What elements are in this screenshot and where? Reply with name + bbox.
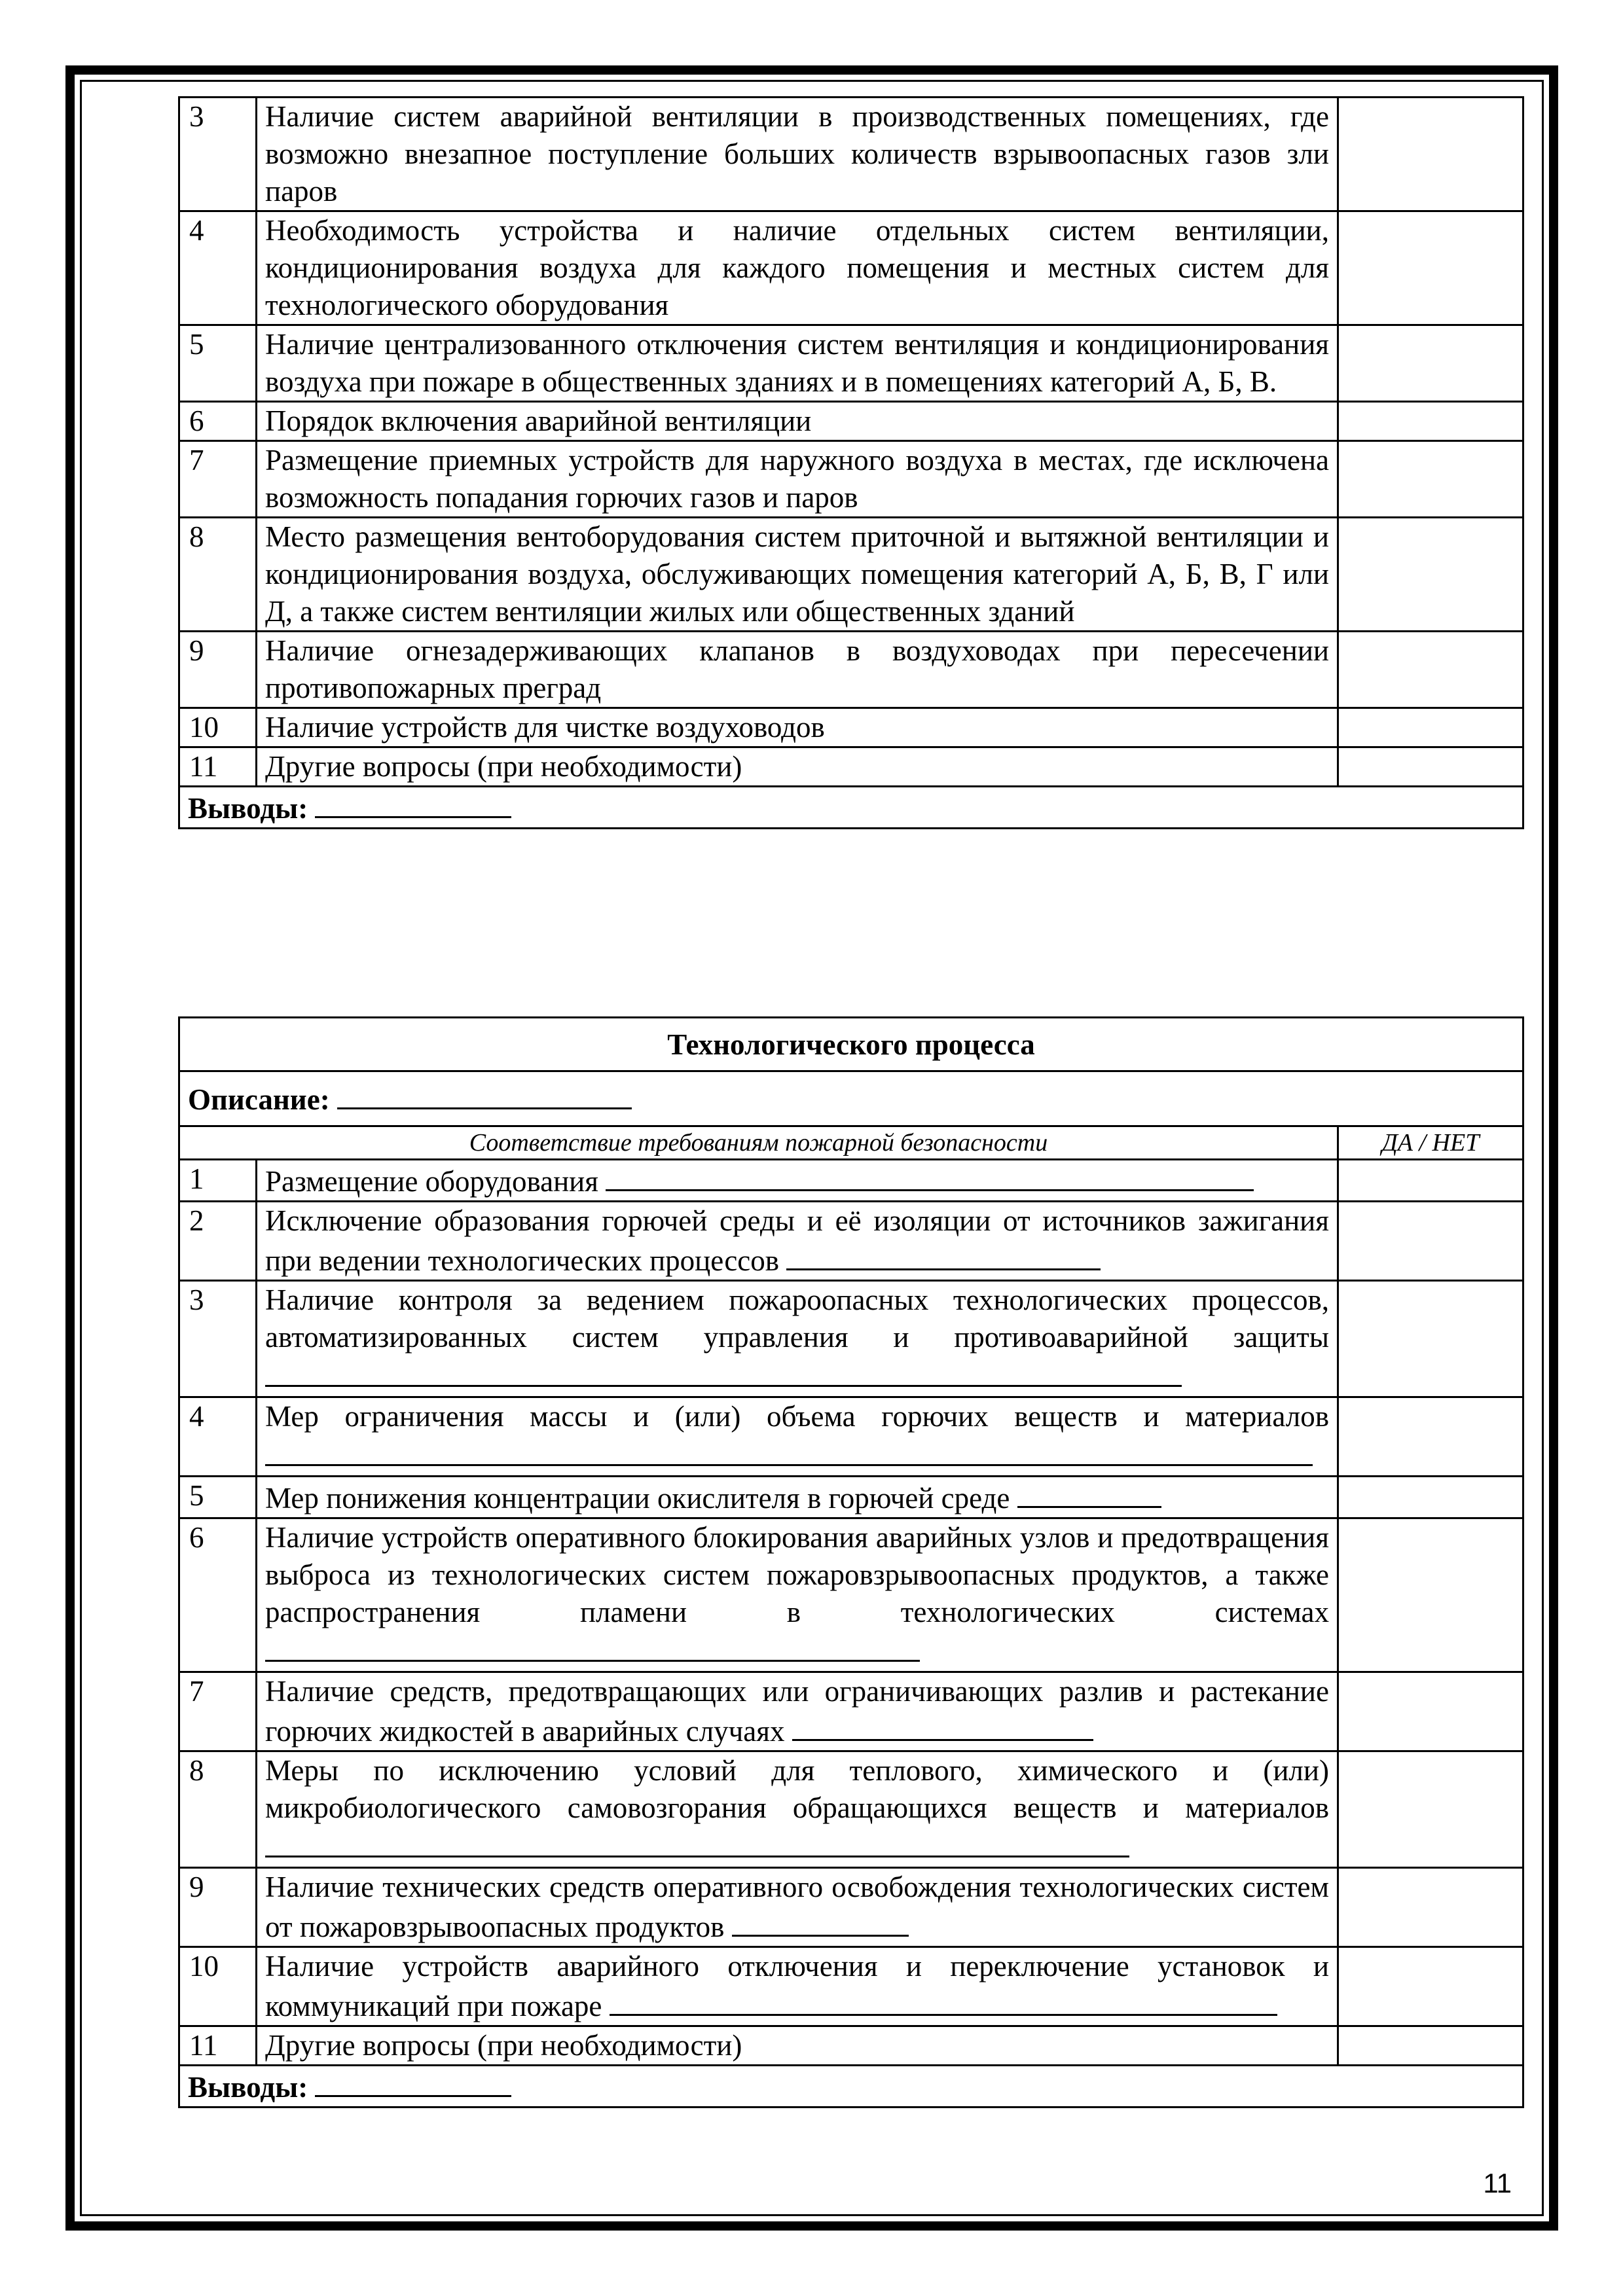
table-row	[179, 1518, 1523, 1672]
answer-cell[interactable]	[1338, 1202, 1523, 1281]
row-number: 5	[179, 1477, 257, 1518]
row-text: Другие вопросы (при необходимости)	[257, 747, 1338, 787]
conclusion-blank[interactable]	[315, 787, 511, 818]
conclusion-row	[179, 787, 1523, 829]
row-text-cell	[257, 1160, 1338, 1202]
answer-cell[interactable]	[1338, 98, 1523, 211]
table-row	[179, 747, 1523, 787]
conclusion-cell	[179, 787, 1523, 829]
answer-blank[interactable]	[606, 1160, 1254, 1191]
row-number: 6	[179, 1518, 257, 1672]
answer-blank[interactable]	[792, 1710, 1093, 1741]
answer-blank[interactable]	[732, 1906, 909, 1937]
answer-cell[interactable]	[1338, 325, 1523, 402]
answer-cell[interactable]	[1338, 1751, 1523, 1868]
answer-cell[interactable]	[1338, 1947, 1523, 2026]
answer-cell[interactable]	[1338, 402, 1523, 441]
answer-cell[interactable]	[1338, 1477, 1523, 1518]
answer-cell[interactable]	[1338, 708, 1523, 747]
conclusion-label: Выводы:	[188, 792, 308, 825]
answer-cell[interactable]	[1338, 441, 1523, 518]
page-number: 11	[1483, 2168, 1512, 2198]
row-text: Наличие устройств оперативного блокирования аварийных узлов и предотвращения выброса из технологических систем пожаровзрывоопасных продуктов, а также распространения пламени в технологических системах	[265, 1521, 1329, 1628]
answer-cell[interactable]	[1338, 1518, 1523, 1672]
row-number: 11	[179, 747, 257, 787]
answer-blank[interactable]	[265, 1435, 1313, 1466]
answer-blank[interactable]	[610, 1985, 1277, 2016]
table-row	[179, 98, 1523, 211]
table-row	[179, 1281, 1523, 1397]
table-row	[179, 1868, 1523, 1947]
table-row	[179, 1202, 1523, 1281]
table-row	[179, 1751, 1523, 1868]
process-checklist-table	[178, 1016, 1524, 2108]
row-text-cell	[257, 1202, 1338, 1281]
row-number: 8	[179, 1751, 257, 1868]
answer-cell[interactable]	[1338, 2026, 1523, 2066]
answer-blank[interactable]	[786, 1240, 1101, 1270]
conclusion-row	[179, 2066, 1523, 2108]
answer-header: ДА / НЕТ	[1338, 1126, 1523, 1160]
row-number: 10	[179, 708, 257, 747]
row-text: Наличие средств, предотвращающих или ограничивающих разлив и растекание горючих жидкостей в аварийных случаях	[265, 1675, 1329, 1748]
answer-cell[interactable]	[1338, 518, 1523, 632]
header-row	[179, 1126, 1523, 1160]
row-text: Мер понижения концентрации окислителя в горючей среде	[265, 1482, 1010, 1515]
row-number: 11	[179, 2026, 257, 2066]
answer-cell[interactable]	[1338, 632, 1523, 708]
row-text: Исключение образования горючей среды и её изоляции от источников зажигания при ведении технологических процессов	[265, 1204, 1329, 1277]
description-cell	[179, 1071, 1523, 1126]
row-text: Мер ограничения массы и (или) объема горючих веществ и материалов	[265, 1400, 1329, 1433]
table-row	[179, 1160, 1523, 1202]
description-blank[interactable]	[337, 1079, 632, 1109]
row-number: 7	[179, 1672, 257, 1751]
row-number: 5	[179, 325, 257, 402]
row-number: 10	[179, 1947, 257, 2026]
answer-cell[interactable]	[1338, 1397, 1523, 1477]
table-row	[179, 402, 1523, 441]
row-number: 4	[179, 1397, 257, 1477]
row-text: Место размещения вентоборудования систем приточной и вытяжной вентиляции и кондиционирования воздуха, обслуживающих помещения категорий А, Б, В, Г или Д, а также систем вентиляции жилых или общественных зданий	[257, 518, 1338, 632]
row-text: Размещение оборудования	[265, 1165, 598, 1198]
answer-cell[interactable]	[1338, 1868, 1523, 1947]
criteria-header: Соответствие требованиям пожарной безопасности	[179, 1126, 1338, 1160]
table-row	[179, 708, 1523, 747]
row-text: Размещение приемных устройств для наружного воздуха в местах, где исключена возможность попадания горючих газов и паров	[257, 441, 1338, 518]
table-row	[179, 518, 1523, 632]
table-row	[179, 1477, 1523, 1518]
row-number: 1	[179, 1160, 257, 1202]
row-text-cell	[257, 1477, 1338, 1518]
row-number: 4	[179, 211, 257, 325]
row-number: 2	[179, 1202, 257, 1281]
answer-blank[interactable]	[265, 1827, 1129, 1857]
title-row	[179, 1018, 1523, 1071]
row-text: Порядок включения аварийной вентиляции	[257, 402, 1338, 441]
row-text-cell	[257, 1947, 1338, 2026]
description-label: Описание:	[188, 1083, 330, 1116]
conclusion-blank[interactable]	[315, 2066, 511, 2097]
answer-cell[interactable]	[1338, 1281, 1523, 1397]
row-number: 3	[179, 1281, 257, 1397]
answer-blank[interactable]	[265, 1631, 920, 1662]
row-text-cell	[257, 1672, 1338, 1751]
row-number: 3	[179, 98, 257, 211]
row-number: 8	[179, 518, 257, 632]
conclusion-cell	[179, 2066, 1523, 2108]
row-number: 9	[179, 632, 257, 708]
table-row	[179, 1947, 1523, 2026]
row-text-cell	[257, 1518, 1338, 1672]
row-text: Наличие устройств для чистке воздуховодов	[257, 708, 1338, 747]
row-number: 7	[179, 441, 257, 518]
row-text: Наличие технических средств оперативного освобождения технологических систем от пожаровзрывоопасных продуктов	[265, 1871, 1329, 1943]
row-text: Наличие централизованного отключения систем вентиляция и кондиционирования воздуха при пожаре в общественных зданиях и в помещениях категорий А, Б, В.	[257, 325, 1338, 402]
row-text: Наличие огнезадерживающих клапанов в воздуховодах при пересечении противопожарных преград	[257, 632, 1338, 708]
answer-cell[interactable]	[1338, 1672, 1523, 1751]
table-row	[179, 325, 1523, 402]
row-text: Необходимость устройства и наличие отдельных систем вентиляции, кондиционирования воздуха для каждого помещения и местных систем для технологического оборудования	[257, 211, 1338, 325]
table-row	[179, 441, 1523, 518]
table-row	[179, 211, 1523, 325]
row-text: Меры по исключению условий для теплового, химического и (или) микробиологического самовозгорания обращающихся веществ и материалов	[265, 1754, 1329, 1824]
row-number: 9	[179, 1868, 257, 1947]
row-text: Наличие контроля за ведением пожароопасных технологических процессов, автоматизированных систем управления и противоаварийной защиты	[265, 1283, 1329, 1354]
answer-blank[interactable]	[1017, 1477, 1161, 1508]
row-number: 6	[179, 402, 257, 441]
row-text-cell	[257, 1397, 1338, 1477]
row-text-cell	[257, 1868, 1338, 1947]
conclusion-label: Выводы:	[188, 2071, 308, 2104]
table-row	[179, 2026, 1523, 2066]
row-text: Наличие устройств аварийного отключения и переключение установок и коммуникаций при пожаре	[265, 1950, 1329, 2022]
section-title: Технологического процесса	[179, 1018, 1523, 1071]
table-row	[179, 632, 1523, 708]
table-row	[179, 1672, 1523, 1751]
row-text-cell	[257, 1751, 1338, 1868]
row-text: Наличие систем аварийной вентиляции в производственных помещениях, где возможно внезапное поступление больших количеств взрывоопасных газов зли паров	[257, 98, 1338, 211]
answer-cell[interactable]	[1338, 1160, 1523, 1202]
answer-blank[interactable]	[265, 1356, 1182, 1387]
ventilation-checklist-table	[178, 96, 1524, 829]
row-text-cell	[257, 1281, 1338, 1397]
answer-cell[interactable]	[1338, 211, 1523, 325]
description-row	[179, 1071, 1523, 1126]
row-text: Другие вопросы (при необходимости)	[257, 2026, 1338, 2066]
table-row	[179, 1397, 1523, 1477]
answer-cell[interactable]	[1338, 747, 1523, 787]
